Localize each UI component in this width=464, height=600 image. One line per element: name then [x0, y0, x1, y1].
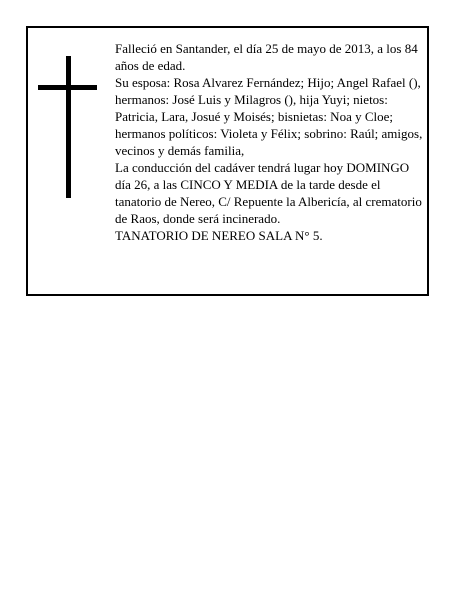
cross-vertical-bar — [66, 56, 71, 198]
cross-horizontal-bar — [38, 85, 97, 90]
obituary-notice-frame — [26, 26, 429, 296]
funeral-home-room: TANATORIO DE NEREO SALA N° 5. — [115, 228, 323, 243]
obituary-text — [115, 40, 425, 244]
funeral-procession-details: La conducción del cadáver tendrá lugar hoy DOMINGO día 26, a las CINCO Y MEDIA de la tarde desde el tanatorio de Nereo, C/ Repuente la Albericía, al crematorio de Raos, donde será incinerado. — [115, 160, 422, 226]
family-list: Su esposa: Rosa Alvarez Fernández; Hijo; Angel Rafael (), hermanos: José Luis y Milagros (), hija Yuyi; nietos: Patricia, Lara, Josué y Moisés; bisnietas: Noa y Cloe; hermanos políticos: Violeta y Félix; sobrino: Raúl; amigos, vecinos y demás familia, — [115, 75, 423, 158]
death-announcement: Falleció en Santander, el día 25 de mayo de 2013, a los 84 años de edad. — [115, 41, 418, 73]
